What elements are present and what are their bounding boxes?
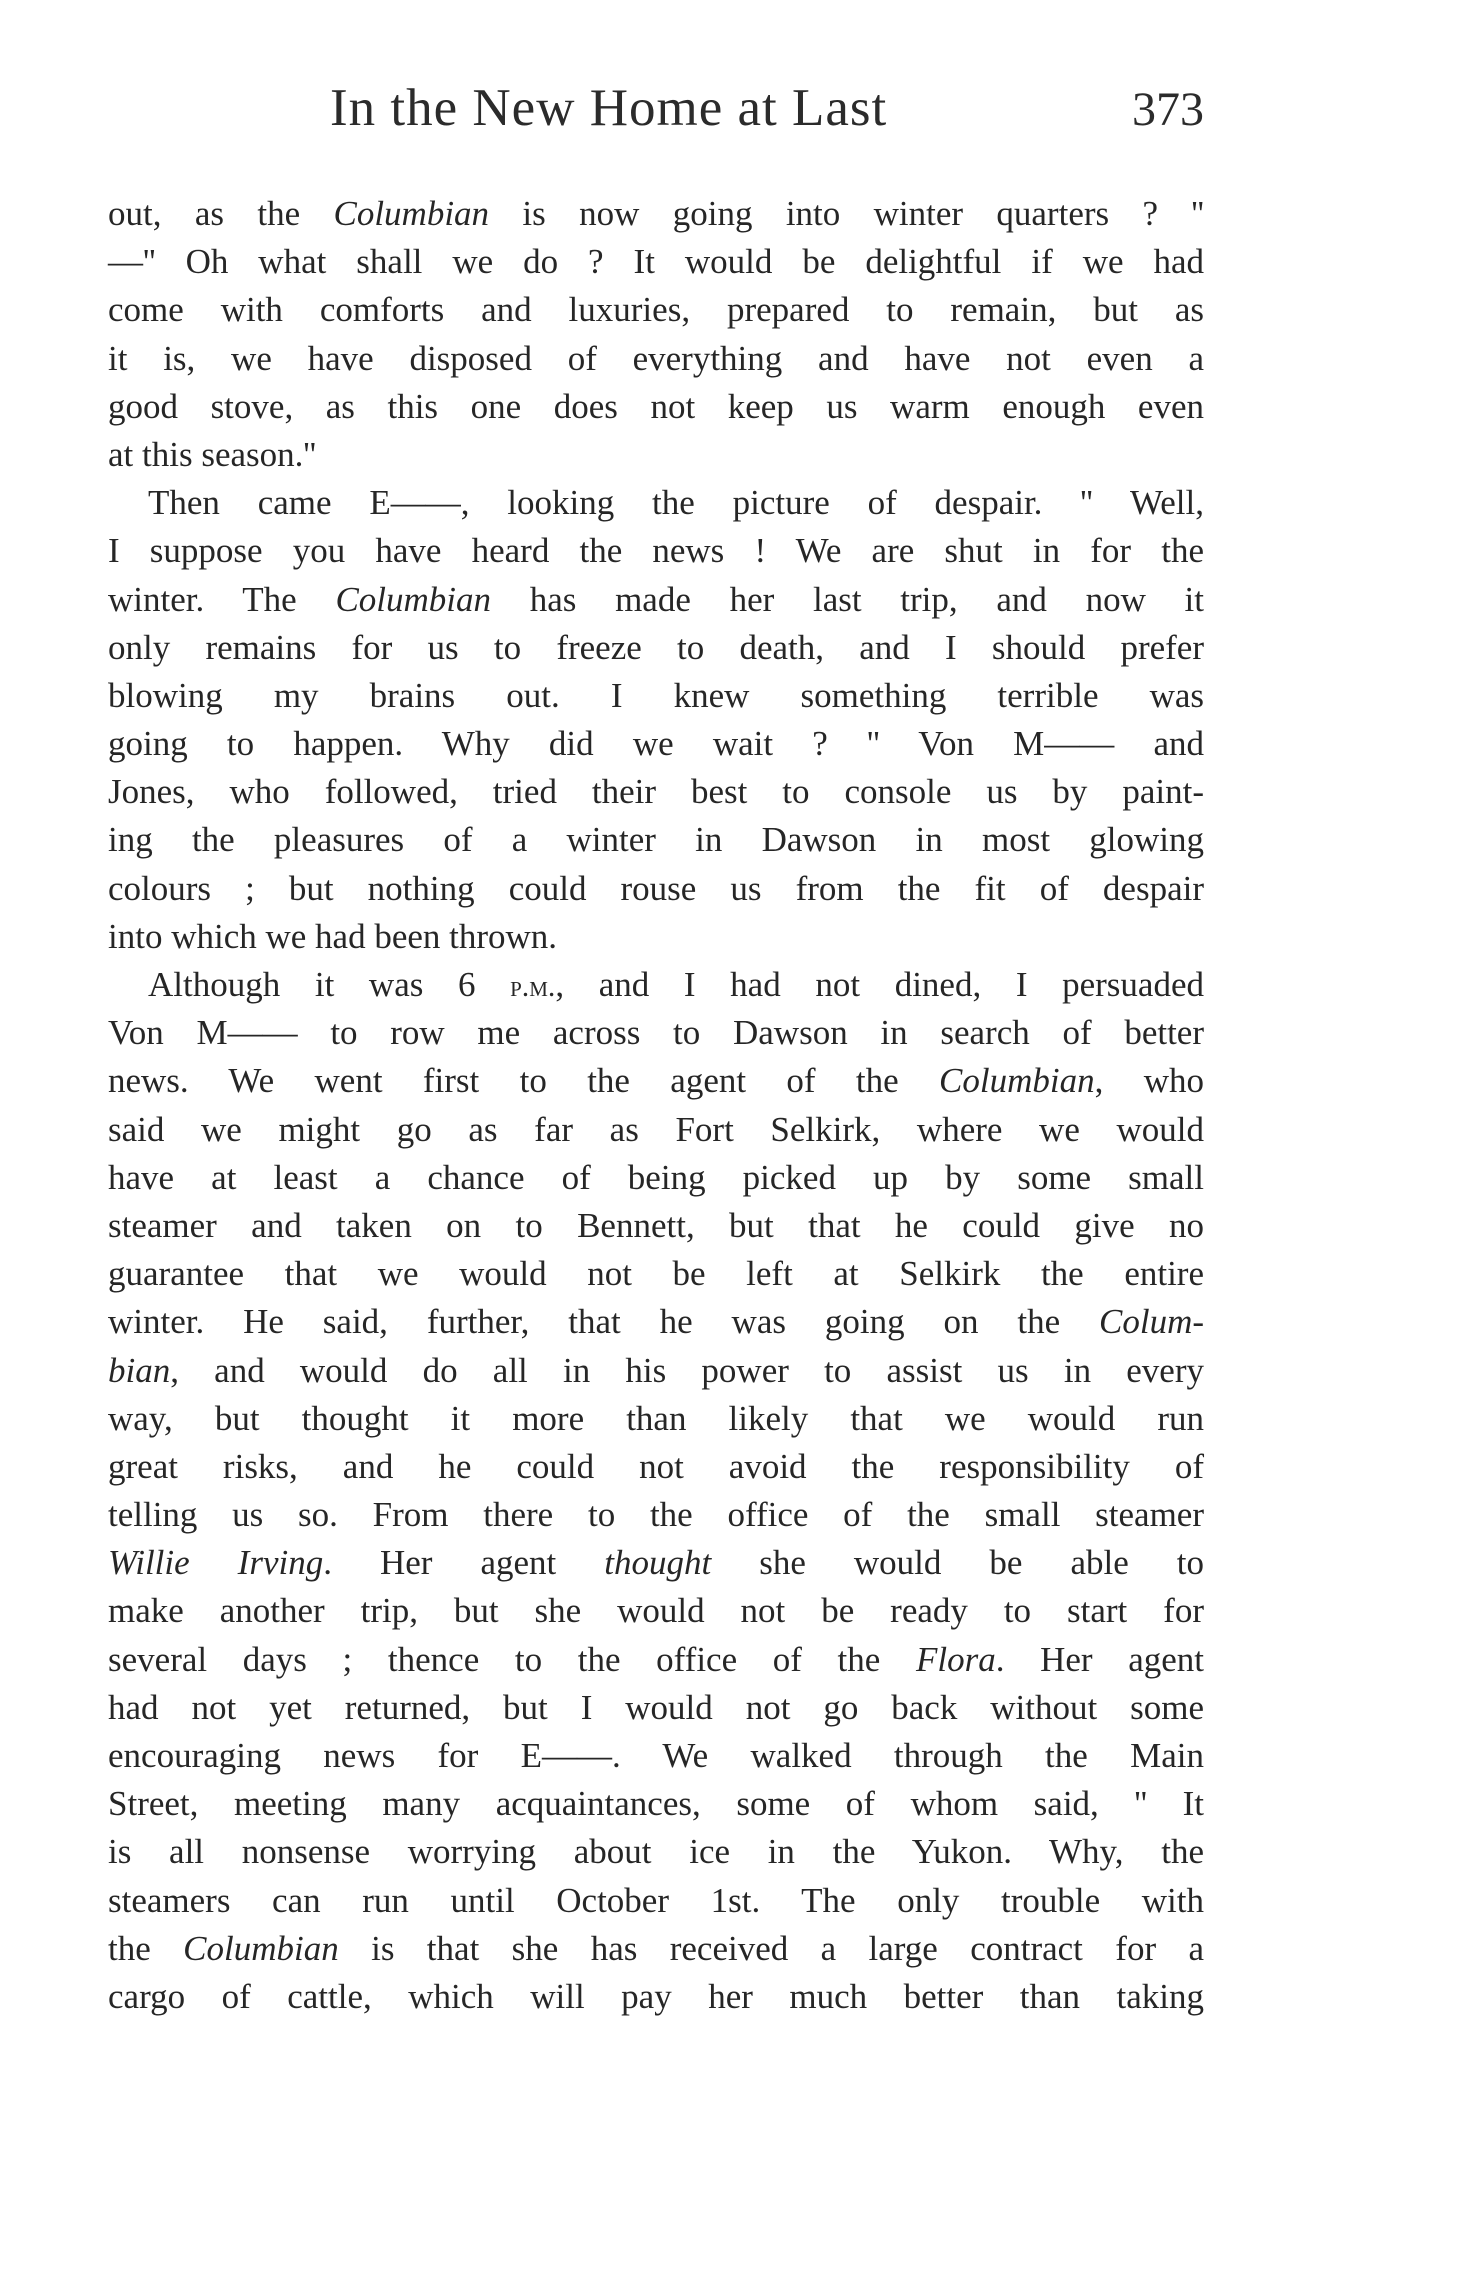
text-run: has made her last trip, and now it	[491, 579, 1205, 619]
text-run: —'' Oh what shall we do ? It would be delightful if we had	[108, 242, 1204, 282]
running-title: In the New Home at Last	[330, 79, 888, 137]
italic-text: bian	[108, 1350, 171, 1390]
text-line	[108, 383, 1204, 431]
text-run: had not yet returned, but I would not go back without some	[108, 1687, 1204, 1727]
text-line	[108, 865, 1204, 913]
book-page	[108, 0, 1204, 2296]
italic-text: Columbian	[183, 1928, 339, 1968]
text-run: , and I had not dined, I persuaded	[555, 965, 1204, 1004]
text-run: make another trip, but she would not be ready to start for	[108, 1591, 1204, 1631]
italic-text: Columbian	[939, 1061, 1095, 1101]
text-line	[108, 672, 1204, 720]
text-line	[108, 1347, 1204, 1395]
text-run: Street, meeting many acquaintances, some of whom said, '' It	[108, 1784, 1204, 1824]
text-run: blowing my brains out. I knew something terrible was	[108, 675, 1204, 715]
italic-text: Colum-	[1099, 1302, 1204, 1342]
text-run: encouraging news for E——. We walked through the Main	[108, 1736, 1204, 1775]
text-line	[108, 816, 1204, 864]
text-line	[108, 479, 1204, 527]
text-run: only remains for us to freeze to death, and I should prefer	[108, 627, 1204, 667]
text-line	[108, 1539, 1204, 1587]
text-run: , who	[1094, 1061, 1204, 1101]
running-head	[108, 78, 1204, 148]
text-run: winter. He said, further, that he was going on the	[108, 1302, 1099, 1342]
italic-text: thought	[604, 1543, 712, 1583]
text-line	[108, 1587, 1204, 1635]
text-run: it is, we have disposed of everything and have not even a	[108, 338, 1204, 378]
text-run: guarantee that we would not be left at Selkirk the entire	[108, 1254, 1204, 1294]
text-run: Then came E——, looking the picture of despair. '' Well,	[148, 483, 1204, 523]
text-line	[108, 1057, 1204, 1105]
text-run: ing the pleasures of a winter in Dawson in most glowing	[108, 820, 1204, 860]
text-run: way, but thought it more than likely that we would run	[108, 1398, 1204, 1438]
text-line	[108, 1202, 1204, 1250]
text-line	[108, 1491, 1204, 1539]
text-line	[108, 768, 1204, 816]
text-run: the	[108, 1928, 184, 1968]
italic-text: Columbian	[335, 579, 492, 619]
text-run: out, as the	[108, 194, 334, 233]
text-run: good stove, as this one does not keep us warm enough even	[108, 386, 1204, 426]
text-line	[108, 1106, 1204, 1154]
text-run: said we might go as far as Fort Selkirk, where we would	[108, 1109, 1204, 1149]
text-run: she would be able to	[711, 1543, 1204, 1583]
text-line	[108, 1780, 1204, 1828]
text-run: news. We went first to the agent of the	[108, 1061, 940, 1101]
text-run: Jones, who followed, tried their best to console us by paint-	[108, 772, 1204, 812]
text-line	[108, 624, 1204, 672]
text-line	[108, 286, 1204, 334]
text-line	[108, 961, 1204, 1009]
body-text	[108, 190, 1204, 2021]
text-line	[108, 1828, 1204, 1876]
text-run: come with comforts and luxuries, prepared to remain, but as	[108, 290, 1204, 330]
text-line	[108, 238, 1204, 286]
text-line	[108, 913, 1204, 961]
text-line	[108, 1636, 1204, 1684]
text-line	[108, 1250, 1204, 1298]
text-line	[108, 1154, 1204, 1202]
text-line	[108, 720, 1204, 768]
text-run: I suppose you have heard the news ! We are shut in for the	[108, 531, 1204, 571]
text-run: is now going into winter quarters ? ''	[489, 194, 1204, 233]
italic-text: Flora	[915, 1639, 996, 1679]
text-line	[108, 431, 1204, 479]
italic-text: Willie Irving	[108, 1543, 324, 1583]
text-run: telling us so. From there to the office of the small steamer	[108, 1495, 1204, 1535]
text-line	[108, 1925, 1204, 1973]
text-line	[108, 527, 1204, 575]
text-run: . Her agent	[995, 1639, 1204, 1679]
text-run: into which we had been thrown.	[108, 916, 558, 956]
text-line	[108, 1684, 1204, 1732]
text-line	[108, 1877, 1204, 1925]
text-line	[108, 190, 1204, 238]
text-run: colours ; but nothing could rouse us from the fit of despair	[108, 868, 1204, 908]
text-run: several days ; thence to the office of the	[108, 1639, 916, 1679]
text-run: Von M—— to row me across to Dawson in search of better	[108, 1013, 1204, 1053]
text-run: . Her agent	[323, 1543, 605, 1583]
text-line	[108, 1009, 1204, 1057]
text-line	[108, 1395, 1204, 1443]
text-line	[108, 1298, 1204, 1346]
text-line	[108, 1973, 1204, 2021]
text-run: is all nonsense worrying about ice in the Yukon. Why, the	[108, 1832, 1204, 1872]
text-line	[108, 335, 1204, 383]
text-run: cargo of cattle, which will pay her much better than taking	[108, 1976, 1204, 2016]
text-run: winter. The	[108, 579, 336, 619]
text-line	[108, 576, 1204, 624]
text-run: steamers can run until October 1st. The only trouble with	[108, 1880, 1204, 1920]
text-run: going to happen. Why did we wait ? '' Von M—— and	[108, 724, 1204, 764]
text-run: great risks, and he could not avoid the responsibility of	[108, 1446, 1204, 1486]
text-line	[108, 1732, 1204, 1780]
text-run: p.m.	[510, 970, 556, 1003]
page-number: 373	[1132, 83, 1204, 136]
text-run: at this season.''	[108, 434, 317, 474]
text-line	[108, 1443, 1204, 1491]
text-run: Although it was 6	[148, 965, 511, 1004]
text-run: , and would do all in his power to assist us in every	[170, 1350, 1204, 1390]
text-run: is that she has received a large contract for a	[338, 1928, 1205, 1968]
text-run: have at least a chance of being picked up by some small	[108, 1157, 1204, 1197]
text-run: steamer and taken on to Bennett, but that he could give no	[108, 1205, 1204, 1245]
italic-text: Columbian	[333, 194, 490, 233]
